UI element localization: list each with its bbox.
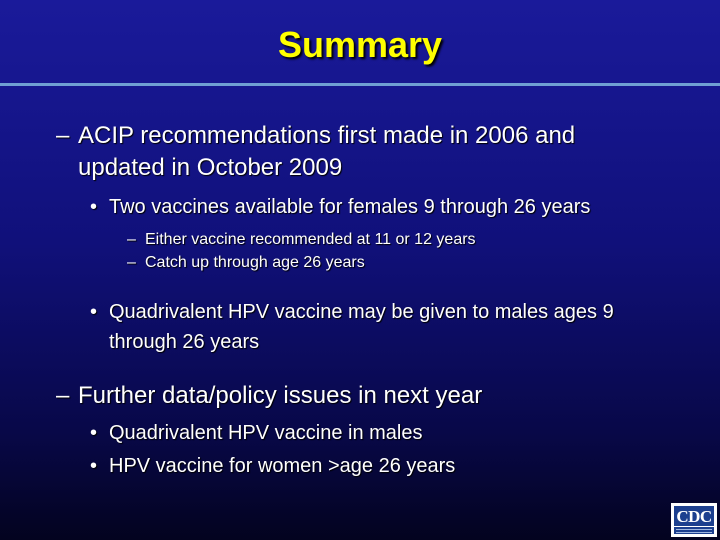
bullet-quadrivalent-in-males: [90, 418, 422, 448]
dash-marker: –: [127, 254, 136, 271]
bullet-marker: •: [90, 455, 98, 477]
dash-marker: –: [56, 382, 70, 409]
title-divider: [0, 83, 720, 86]
cdc-logo: [671, 503, 717, 537]
bullet-text: HPV vaccine for women >age 26 years: [109, 455, 456, 477]
cdc-logo-text: CDC: [676, 507, 712, 526]
bullet-text: Two vaccines available for females 9 through 26 years: [109, 196, 591, 218]
bullet-acip-recommendations: [56, 120, 676, 184]
bullet-text: Quadrivalent HPV vaccine may be given to males ages 9 through 26 years: [109, 301, 614, 353]
bullet-marker: •: [90, 196, 98, 218]
dash-marker: –: [56, 122, 70, 149]
bullet-text: ACIP recommendations first made in 2006 and updated in October 2009: [78, 122, 576, 181]
bullet-further-data: [56, 380, 482, 412]
cdc-logo-tagline-line: [676, 529, 712, 530]
bullet-hpv-women: [90, 451, 455, 481]
cdc-logo-tagline-line: [676, 532, 712, 533]
bullet-marker: •: [90, 422, 98, 444]
cdc-logo-divider: [674, 526, 714, 527]
bullet-marker: •: [90, 301, 98, 323]
bullet-quadrivalent-males: [90, 297, 670, 357]
slide-title: Summary: [277, 24, 443, 65]
bullet-text: Catch up through age 26 years: [145, 254, 365, 271]
bullet-text: Quadrivalent HPV vaccine in males: [109, 422, 423, 444]
bullet-two-vaccines: [90, 192, 590, 222]
dash-marker: –: [127, 231, 136, 248]
bullet-text: Either vaccine recommended at 11 or 12 years: [145, 231, 476, 248]
bullet-text: Further data/policy issues in next year: [78, 382, 483, 409]
bullet-either-vaccine: [127, 228, 476, 251]
bullet-catch-up: [127, 251, 365, 274]
